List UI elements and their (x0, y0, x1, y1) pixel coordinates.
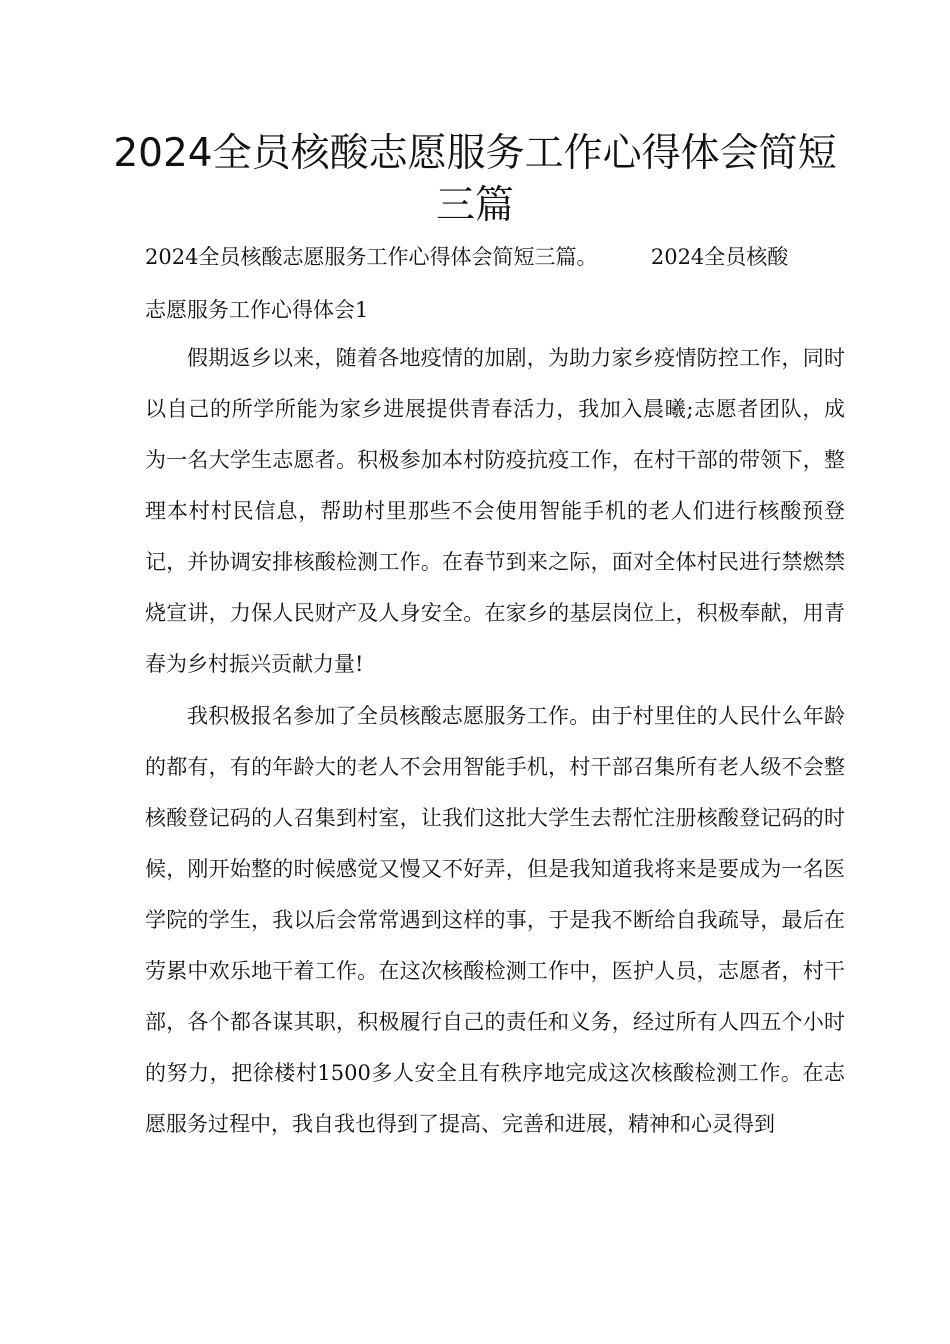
intro-line-1: 2024全员核酸志愿服务工作心得体会简短三篇。 2024全员核酸 (145, 245, 789, 269)
paragraph-1: 假期返乡以来，随着各地疫情的加剧，为助力家乡疫情防控工作，同时以自己的所学所能为家乡进展提供青春活力，我加入晨曦;志愿者团队，成为一名大学生志愿者。积极参加本村防疫抗疫工作，在村干部的带领下，整理本村村民信息，帮助村里那些不会使用智能手机的老人们进行核酸预登记，并协调安排核酸检测工作。在春节到来之际，面对全体村民进行禁燃禁烧宣讲，力保人民财产及人身安全。在家乡的基层岗位上，积极奉献，用青春为乡村振兴贡献力量! (145, 346, 845, 676)
paragraph-2: 我积极报名参加了全员核酸志愿服务工作。由于村里住的人民什么年龄的都有，有的年龄大的老人不会用智能手机，村干部召集所有老人级不会整核酸登记码的人召集到村室，让我们这批大学生去帮忙注册核酸登记码的时候，刚开始整的时候感觉又慢又不好弄，但是我知道我将来是要成为一名医学院的学生，我以后会常常遇到这样的事，于是我不断给自我疏导，最后在劳累中欢乐地干着工作。在这次核酸检测工作中，医护人员，志愿者，村干部，各个都各谋其职，积极履行自己的责任和义务，经过所有人四五个小时的努力，把徐楼村1500多人安全且有秩序地完成这次核酸检测工作。在志愿服务过程中，我自我也得到了提高、完善和进展，精神和心灵得到 (145, 704, 845, 1136)
document-title: 2024全员核酸志愿服务工作心得体会简短三篇 (113, 131, 837, 228)
document-body (145, 333, 845, 1150)
intro-text (145, 231, 845, 337)
intro-line-2: 志愿服务工作心得体会1 (145, 298, 369, 322)
